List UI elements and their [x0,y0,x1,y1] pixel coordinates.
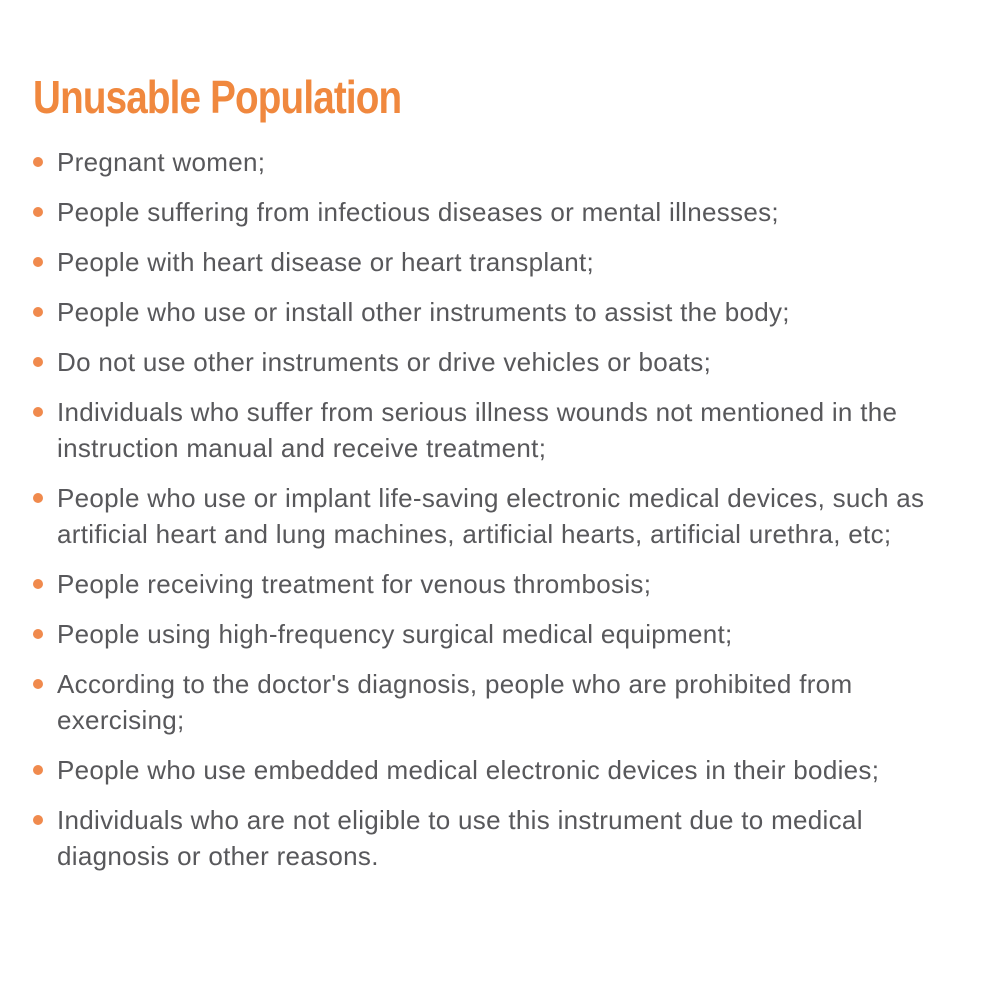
list-item [33,566,972,602]
list-item [33,344,972,380]
list-item-text: People who use or install other instruments to assist the body; [57,297,790,327]
bullet-icon [33,357,43,367]
list-item-text: People with heart disease or heart transplant; [57,247,594,277]
bullet-icon [33,815,43,825]
list-item [33,144,972,180]
list-item-text: Individuals who are not eligible to use this instrument due to medical diagnosis or other reasons. [57,805,863,871]
bullet-icon [33,207,43,217]
list-item-text: People suffering from infectious diseases or mental illnesses; [57,197,779,227]
list-item [33,394,972,466]
list-item [33,480,972,552]
list-item [33,666,972,738]
bullet-icon [33,493,43,503]
list-item-text: People who use embedded medical electronic devices in their bodies; [57,755,880,785]
list-item [33,752,972,788]
page-title: Unusable Population [33,71,402,123]
list-item [33,194,972,230]
list-item [33,616,972,652]
list-item-text: Do not use other instruments or drive vehicles or boats; [57,347,712,377]
list-item-text: According to the doctor's diagnosis, people who are prohibited from exercising; [57,669,853,735]
list-item-text: People using high-frequency surgical medical equipment; [57,619,733,649]
unusable-population-list [33,144,972,874]
bullet-icon [33,407,43,417]
bullet-icon [33,307,43,317]
list-item-text: Individuals who suffer from serious illness wounds not mentioned in the instruction manual and receive treatment; [57,397,898,463]
list-item [33,802,972,874]
list-item-text: Pregnant women; [57,147,266,177]
list-item [33,244,972,280]
bullet-icon [33,157,43,167]
bullet-icon [33,579,43,589]
bullet-icon [33,629,43,639]
list-item-text: People who use or implant life-saving electronic medical devices, such as artificial heart and lung machines, artificial hearts, artificial urethra, etc; [57,483,925,549]
bullet-icon [33,765,43,775]
bullet-icon [33,679,43,689]
list-item [33,294,972,330]
bullet-icon [33,257,43,267]
list-item-text: People receiving treatment for venous thrombosis; [57,569,652,599]
